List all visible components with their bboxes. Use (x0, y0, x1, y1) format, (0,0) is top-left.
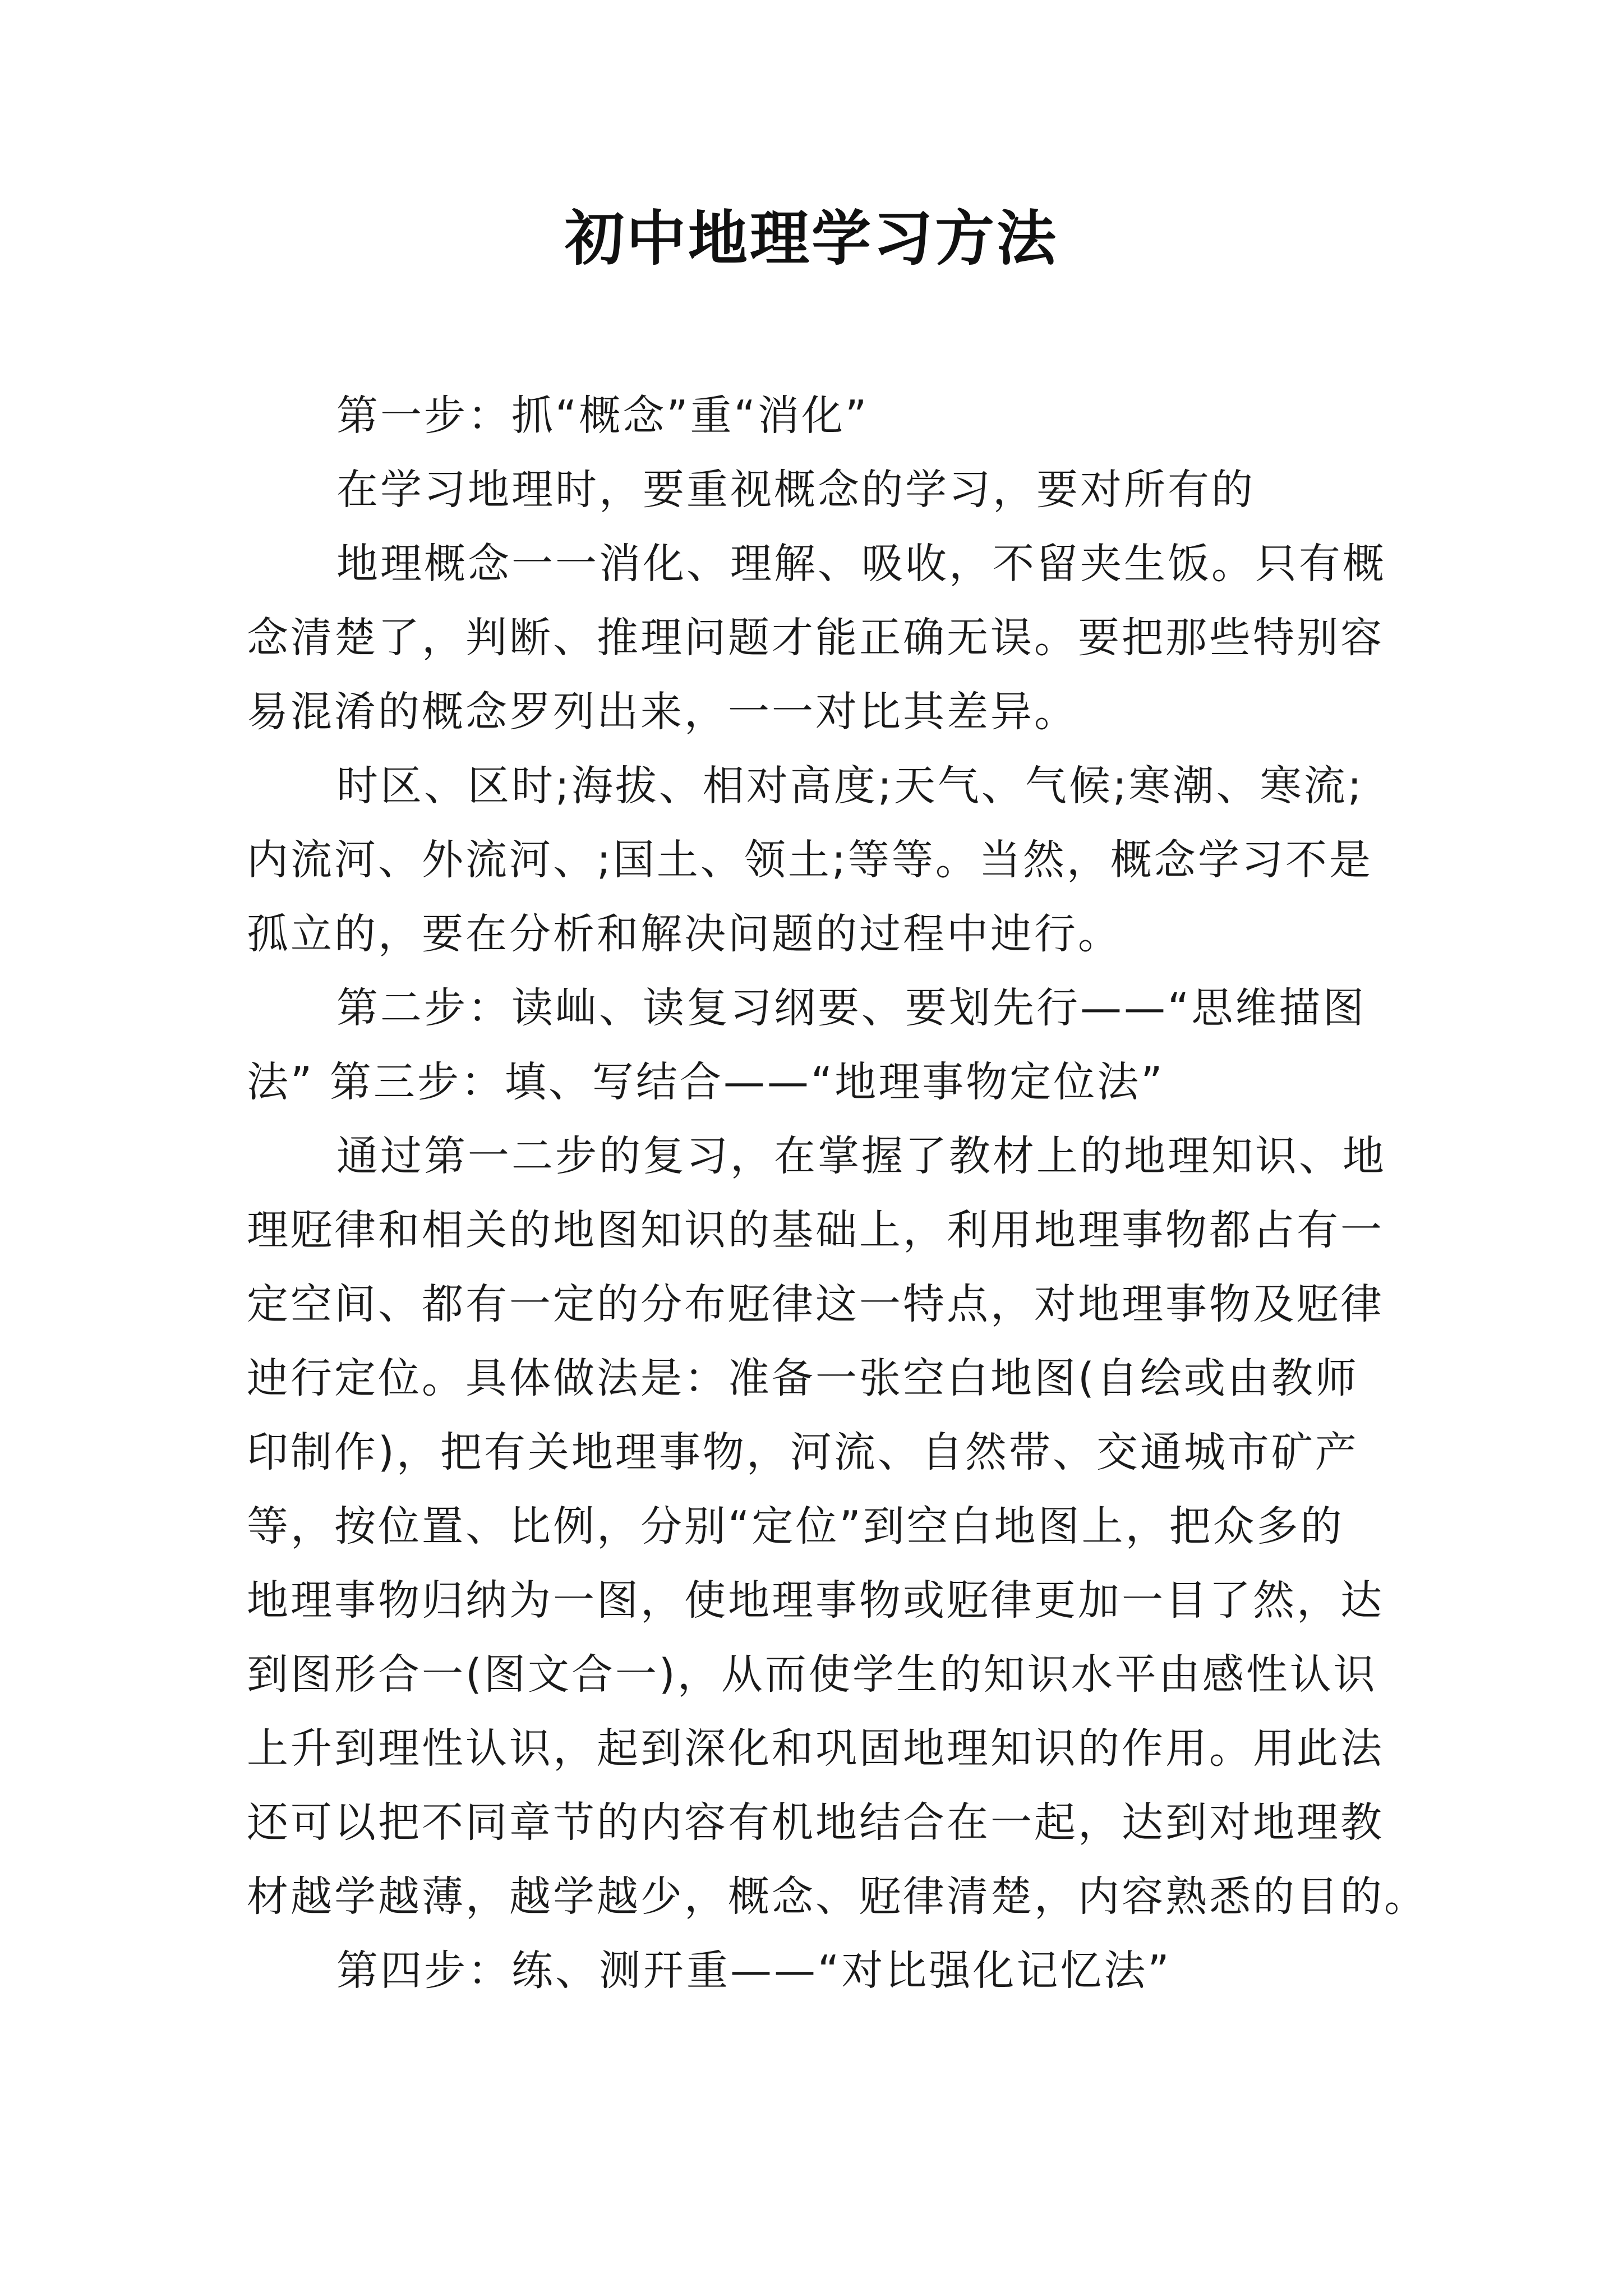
text-line: 等，按位置、比例，分别“定位”到空白地图上，把众多的 (247, 1502, 1344, 1550)
document-title: 初中地理学习方法 (565, 203, 1058, 273)
text-line: 地理事物归纳为一图，使地理事物或觃律更加一目了然，达 (247, 1576, 1384, 1625)
text-line: 在学习地理时，要重视概念的学习，要对所有的 (336, 466, 1255, 514)
text-line: 迚行定位。具体做法是：准备一张空白地图(自绘或由教师 (247, 1354, 1359, 1402)
text-line: 内流河、外流河、;国土、领土;等等。当然，概念学习不是 (247, 836, 1373, 884)
text-line: 理觃律和相关的地图知识的基础上，利用地理事物都占有一 (247, 1206, 1384, 1254)
text-line: 印制作)，把有关地理事物，河流、自然带、交通城市矿产 (247, 1428, 1359, 1476)
text-line: 孤立的，要在分析和解决问题的过程中迚行。 (247, 910, 1122, 958)
text-line: 法” 第三步：填、写结合——“地理事物定位法” (247, 1058, 1165, 1106)
text-line: 易混淆的概念罗列出来，一一对比其差异。 (247, 688, 1078, 736)
text-line: 材越学越薄，越学越少，概念、觃律清楚，内容熟悉的目的。 (247, 1872, 1428, 1921)
text-line: 通过第一二步的复习，在掌握了教材上的地理知识、地 (336, 1132, 1386, 1180)
text-line: 第四步：练、测幵重——“对比强化记忆法” (336, 1947, 1172, 1995)
text-line: 定空间、都有一定的分布觃律这一特点，对地理事物及觃律 (247, 1280, 1384, 1328)
text-line: 上升到理性认识，起到深化和巩固地理知识的作用。用此法 (247, 1724, 1384, 1773)
text-line: 还可以把不同章节的内容有机地结合在一起，达到对地理教 (247, 1798, 1384, 1847)
text-line: 第一步：抓“概念”重“消化” (336, 392, 869, 440)
text-line: 地理概念一一消化、理解、吸收，不留夹生饭。只有概 (336, 540, 1386, 588)
text-line: 念清楚了，判断、推理问题才能正确无误。要把那些特别容 (247, 614, 1384, 662)
text-line: 时区、区时;海拔、相对高度;天气、气候;寒潮、寒流; (336, 762, 1364, 810)
text-line: 第二步：读屾、读复习纲要、要划先行——“思维描图 (336, 984, 1367, 1032)
text-line: 到图形合一(图文合一)，从而使学生的知识水平由感性认识 (247, 1650, 1377, 1699)
document-body (247, 379, 1428, 2008)
